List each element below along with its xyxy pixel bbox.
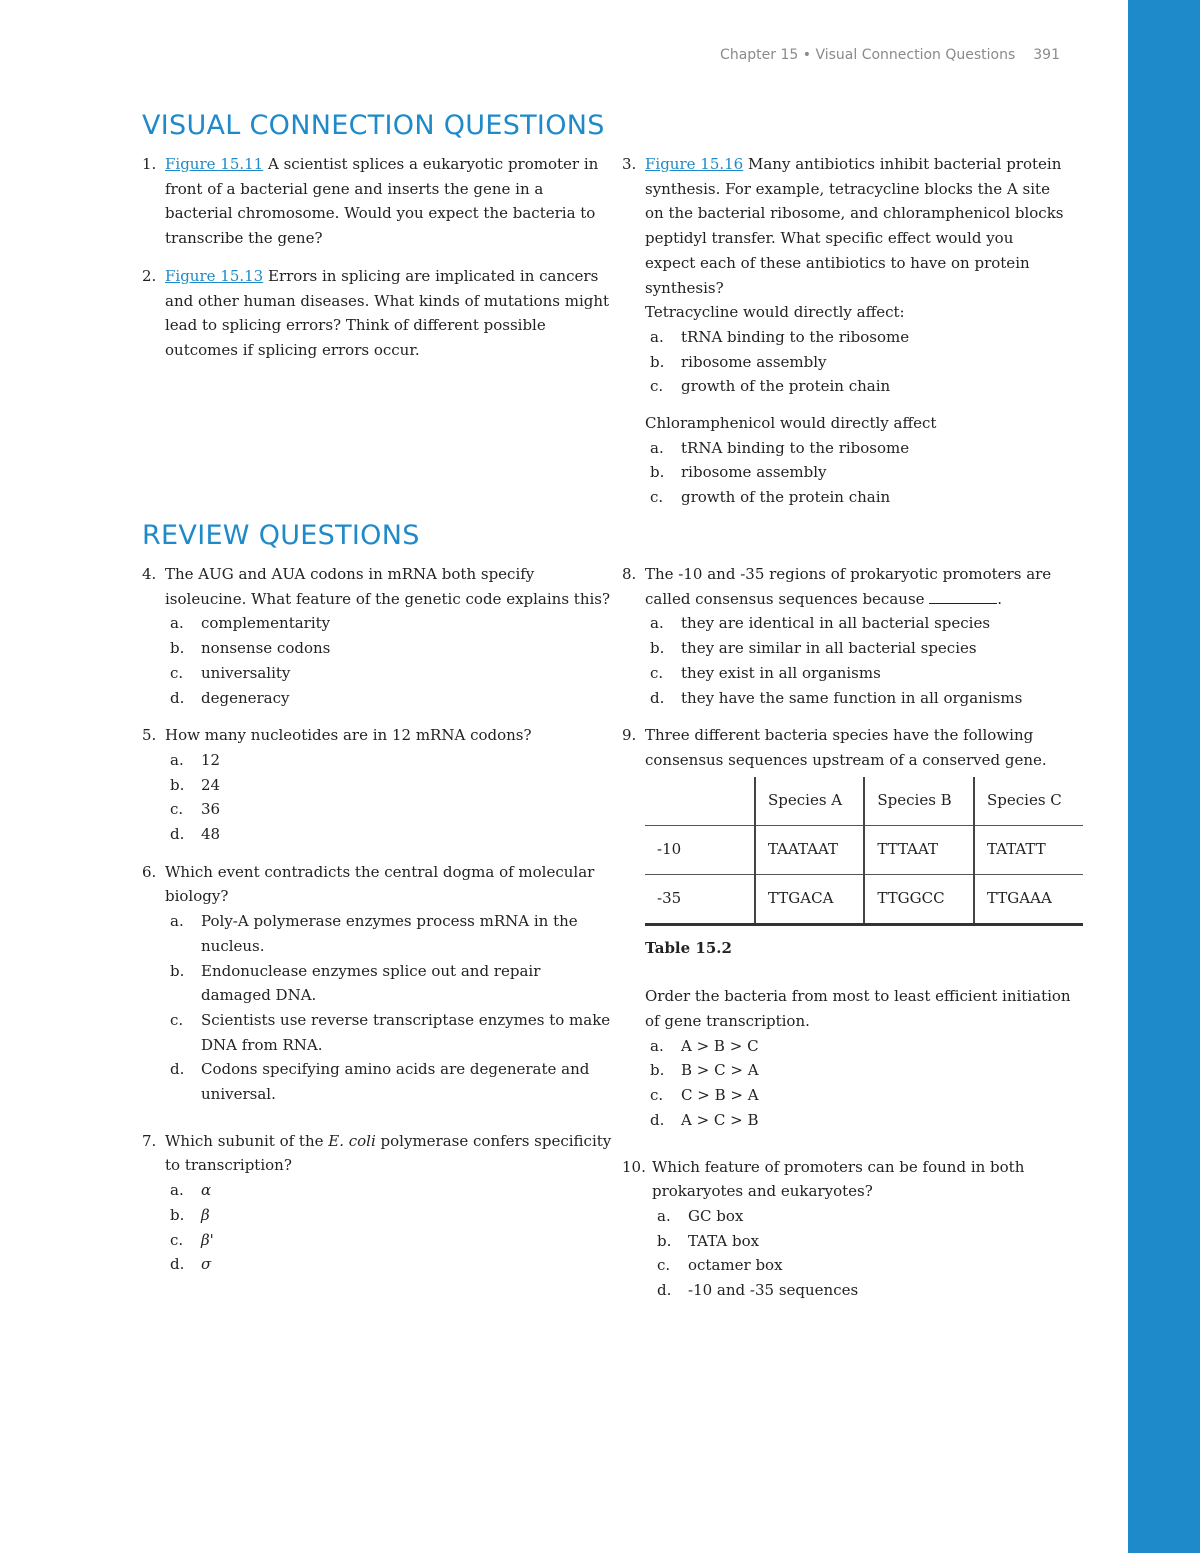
table-header: Species B xyxy=(864,777,974,826)
table-header xyxy=(645,777,755,826)
question-number: 9. xyxy=(622,726,637,745)
review-questions-title: REVIEW QUESTIONS xyxy=(142,520,420,551)
option: d. σ xyxy=(170,1255,212,1274)
option: c. 36 xyxy=(170,800,221,819)
tetracycline-heading: Tetracycline would directly affect: xyxy=(645,303,905,322)
option: c. growth of the protein chain xyxy=(650,377,891,396)
question-text: The -10 and -35 regions of prokaryotic promoters are called consensus sequences because xyxy=(645,565,1052,608)
question-text: Which feature of promoters can be found in both prokaryotes and eukaryotes? xyxy=(652,1157,1025,1201)
visual-right-column xyxy=(622,152,1067,523)
option: a. complementarity xyxy=(170,614,331,633)
tetracycline-options xyxy=(645,325,1067,399)
side-color-bar xyxy=(1128,0,1200,1553)
question-text: Errors in splicing are implicated in cancers and other human diseases. What kinds of mutations might lead to splicing errors? Think of different possible outcomes if splicing errors occur. xyxy=(165,266,610,359)
option: b. TATA box xyxy=(657,1231,760,1250)
question-9 xyxy=(622,723,1087,1132)
options xyxy=(165,1178,612,1277)
options xyxy=(645,1034,1087,1133)
table-header: Species C xyxy=(974,777,1083,826)
answer-blank xyxy=(929,589,997,604)
question-number: 2. xyxy=(142,266,157,285)
review-left-column xyxy=(142,562,612,1290)
question-number: 7. xyxy=(142,1131,157,1150)
question-number: 6. xyxy=(142,862,157,881)
options xyxy=(165,611,612,710)
chloramphenicol-options xyxy=(645,436,1067,510)
table-cell: TTGGCC xyxy=(864,874,974,924)
question-2 xyxy=(142,264,612,363)
option: b. B > C > A xyxy=(650,1061,759,1080)
option: a. tRNA binding to the ribosome xyxy=(650,438,910,457)
question-7: 7. Which subunit of the E. coli polymerase confers specificity to transcription? a. α b. β c. β' d. σ xyxy=(142,1129,612,1277)
table-row xyxy=(645,825,1083,874)
option: b. 24 xyxy=(170,775,221,794)
option: b. nonsense codons xyxy=(170,639,331,658)
question-text: A scientist splices a eukaryotic promoter in front of a bacterial gene and inserts the gene in a bacterial chromosome. Would you expect the bacteria to transcribe the gene? xyxy=(165,155,599,248)
option: c. growth of the protein chain xyxy=(650,488,891,507)
table-cell: TAATAAT xyxy=(755,825,864,874)
question-number: 3. xyxy=(622,155,637,173)
option: c. universality xyxy=(170,663,291,682)
figure-link[interactable]: Figure 15.16 xyxy=(645,155,744,173)
option: d. they have the same function in all organisms xyxy=(650,688,1023,707)
question-10 xyxy=(622,1155,1087,1303)
options xyxy=(165,909,612,1107)
question-number: 4. xyxy=(142,565,157,583)
question-number: 10. xyxy=(622,1157,646,1176)
question-number: 8. xyxy=(622,565,637,583)
option: a. α xyxy=(170,1181,212,1200)
option: d. Codons specifying amino acids are degenerate and universal. xyxy=(170,1060,590,1104)
option: a. tRNA binding to the ribosome xyxy=(650,327,910,346)
table-cell: TTGACA xyxy=(755,874,864,924)
consensus-table xyxy=(645,777,1083,926)
species-name: E. coli xyxy=(328,1131,376,1150)
option: d. A > C > B xyxy=(650,1110,759,1129)
option: d. -10 and -35 sequences xyxy=(657,1281,859,1300)
question-number: 1. xyxy=(142,155,157,173)
option: a. Poly-A polymerase enzymes process mRNA in the nucleus. xyxy=(170,912,578,955)
question-6 xyxy=(142,860,612,1107)
figure-link[interactable]: Figure 15.11 xyxy=(165,155,264,173)
question-text: The AUG and AUA codons in mRNA both specify isoleucine. What feature of the genetic code explains this? xyxy=(165,565,611,608)
table-cell: -35 xyxy=(645,874,755,924)
question-text: Which event contradicts the central dogma of molecular biology? xyxy=(165,862,595,906)
table-cell: TTGAAA xyxy=(974,874,1083,924)
options xyxy=(165,748,612,847)
option: a. they are identical in all bacterial species xyxy=(650,614,991,633)
table-cell: TATATT xyxy=(974,825,1083,874)
option: c. β' xyxy=(170,1230,214,1249)
option: c. they exist in all organisms xyxy=(650,663,881,682)
question-1 xyxy=(142,152,612,251)
table-cell: -10 xyxy=(645,825,755,874)
option: b. ribosome assembly xyxy=(650,463,827,482)
option: b. they are similar in all bacterial species xyxy=(650,639,977,658)
question-text: How many nucleotides are in 12 mRNA codons? xyxy=(165,726,532,745)
table-header-row xyxy=(645,777,1083,826)
options xyxy=(652,1204,1087,1303)
question-5 xyxy=(142,723,612,847)
option: d. 48 xyxy=(170,825,221,844)
option: a. A > B > C xyxy=(650,1036,759,1055)
option: b. Endonuclease enzymes splice out and repair damaged DNA. xyxy=(170,961,541,1005)
table-cell: TTTAAT xyxy=(864,825,974,874)
running-head xyxy=(720,47,1060,63)
question-8: 8. The -10 and -35 regions of prokaryotic promoters are called consensus sequences because . a. they are identical in all bacterial species b. they are similar in all bacterial species c. they exist in all organisms d. they have the same function in all organisms xyxy=(622,562,1087,710)
option: a. GC box xyxy=(657,1206,744,1225)
figure-link[interactable]: Figure 15.13 xyxy=(165,266,264,285)
question-text: Three different bacteria species have the following consensus sequences upstream of a conserved gene. xyxy=(645,726,1047,769)
question-number: 5. xyxy=(142,726,157,745)
option: c. octamer box xyxy=(657,1256,783,1275)
table-header: Species A xyxy=(755,777,864,826)
page-number: 391 xyxy=(1033,47,1060,63)
table-row xyxy=(645,874,1083,924)
visual-left-column xyxy=(142,152,612,376)
review-right-column xyxy=(622,562,1087,1316)
options xyxy=(645,611,1087,710)
table-caption: Table 15.2 xyxy=(645,938,732,957)
option: d. degeneracy xyxy=(170,688,290,707)
question-text: Which subunit of the xyxy=(165,1131,329,1150)
chapter-label: Chapter 15 • Visual Connection Questions xyxy=(720,47,1016,63)
question-4 xyxy=(142,562,612,710)
visual-connection-title: VISUAL CONNECTION QUESTIONS xyxy=(142,110,605,141)
option: c. Scientists use reverse transcriptase enzymes to make DNA from RNA. xyxy=(170,1010,611,1054)
question-text: Order the bacteria from most to least efficient initiation of gene transcription. xyxy=(645,987,1071,1031)
option: c. C > B > A xyxy=(650,1086,759,1105)
question-text: Many antibiotics inhibit bacterial protein synthesis. For example, tetracycline blocks the A site on the bacterial ribosome, and chloramphenicol blocks peptidyl transfer. What specific effect would you expect each of these antibiotics to have on protein synthesis? xyxy=(645,155,1064,297)
chloramphenicol-heading: Chloramphenicol would directly affect xyxy=(645,414,937,433)
option: b. β xyxy=(170,1205,210,1224)
option: b. ribosome assembly xyxy=(650,352,827,371)
option: a. 12 xyxy=(170,750,221,769)
question-3 xyxy=(622,152,1067,510)
